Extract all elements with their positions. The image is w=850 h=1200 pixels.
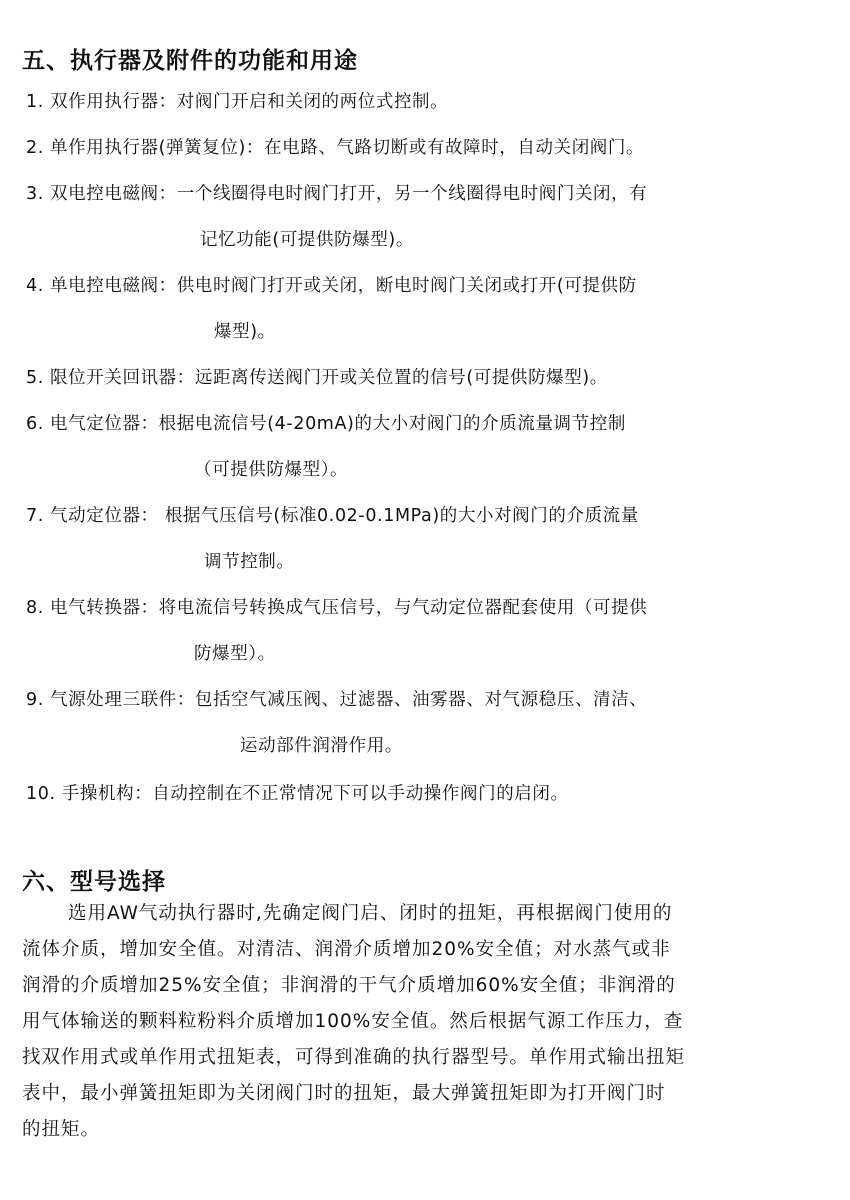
section6-heading: 六、型号选择 xyxy=(22,869,166,895)
section5-item-7-line-2: 调节控制。 xyxy=(204,552,295,572)
section6-line-4: 用气体输送的颗料粒粉料介质增加100%安全值。然后根据气源工作压力，查 xyxy=(22,1011,684,1032)
section6-line-5: 找双作用式或单作用式扭矩表，可得到准确的执行器型号。单作用式输出扭矩 xyxy=(22,1047,686,1068)
section5-heading: 五、执行器及附件的功能和用途 xyxy=(22,48,358,74)
section5-item-8-line-2: 防爆型）。 xyxy=(194,644,276,664)
section6-line-7: 的扭矩。 xyxy=(22,1119,101,1140)
section5-item-3-line-2: 记忆功能(可提供防爆型)。 xyxy=(200,230,414,250)
section5-item-2-line-1: 2. 单作用执行器(弹簧复位)：在电路、气路切断或有故障时，自动关闭阀门。 xyxy=(26,138,645,158)
section6-line-1: 选用AW气动执行器时,先确定阀门启、闭时的扭矩，再根据阀门使用的 xyxy=(68,903,673,924)
section6-line-6: 表中，最小弹簧扭矩即为关闭阀门时的扭矩，最大弹簧扭矩即为打开阀门时 xyxy=(22,1083,666,1104)
section5-item-9-line-2: 运动部件润滑作用。 xyxy=(240,736,403,756)
section5-item-1-line-1: 1. 双作用执行器：对阀门开启和关闭的两位式控制。 xyxy=(26,92,449,112)
section6-line-3: 润滑的介质增加25%安全值；非润滑的干气介质增加60%安全值；非润滑的 xyxy=(22,975,676,996)
section5-item-7-line-1: 7. 气动定位器： 根据气压信号(标准0.02-0.1MPa)的大小对阀门的介质流量 xyxy=(26,506,639,526)
section5-item-10-line-1: 10. 手操机构：自动控制在不正常情况下可以手动操作阀门的启闭。 xyxy=(26,784,569,804)
section5-item-6-line-2: （可提供防爆型）。 xyxy=(194,460,349,480)
section6-line-2: 流体介质，增加安全值。对清洁、润滑介质增加20%安全值；对水蒸气或非 xyxy=(22,939,671,960)
section5-item-6-line-1: 6. 电气定位器：根据电流信号(4-20mA)的大小对阀门的介质流量调节控制 xyxy=(26,414,626,434)
section5-item-4-line-2: 爆型)。 xyxy=(214,322,276,342)
section6-paragraph xyxy=(22,896,822,1148)
section5-item-9-line-1: 9. 气源处理三联件：包括空气减压阀、过滤器、油雾器、对气源稳压、清洁、 xyxy=(26,690,648,710)
section5-item-4-line-1: 4. 单电控电磁阀：供电时阀门打开或关闭，断电时阀门关闭或打开(可提供防 xyxy=(26,276,637,296)
section5-item-3-line-1: 3. 双电控电磁阀：一个线圈得电时阀门打开，另一个线圈得电时阀门关闭，有 xyxy=(26,184,648,204)
section5-item-8-line-1: 8. 电气转换器：将电流信号转换成气压信号，与气动定位器配套使用（可提供 xyxy=(26,598,648,618)
section5-item-5-line-1: 5. 限位开关回讯器：远距离传送阀门开或关位置的信号(可提供防爆型)。 xyxy=(26,368,608,388)
